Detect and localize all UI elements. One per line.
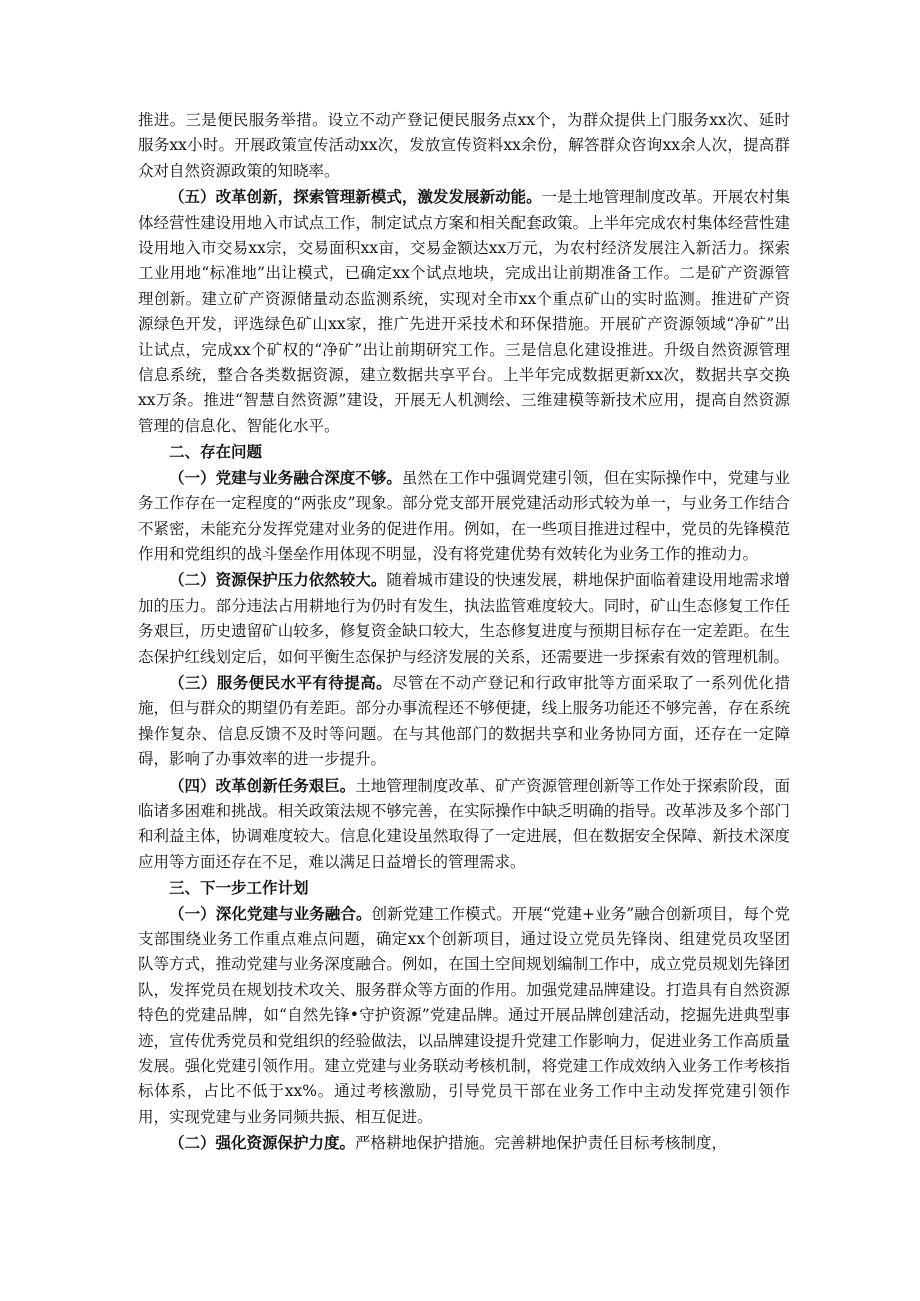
- paragraph-plan-2: [138, 1130, 790, 1156]
- document-body: [138, 108, 790, 1157]
- paragraph-problem-2: [138, 567, 790, 670]
- paragraph-text: 尽管在不动产登记和行政审批等方面采取了一系列优化措施，但与群众的期望仍有差距。部分办事流程还不够便捷，线上服务功能还不够完善，存在系统操作复杂、信息反馈不及时等问题。在与其他部门的数据共享和业务协同方面，还存在一定障碍，影响了办事效率的进一步提升。: [138, 673, 790, 769]
- paragraph-problem-3: [138, 670, 790, 773]
- paragraph-lead: （四）改革创新任务艰巨。: [169, 775, 356, 795]
- paragraph-text: 虽然在工作中强调党建引领，但在实际操作中，党建与业务工作存在一定程度的“两张皮”现象。部分党支部开展党建活动形式较为单一，与业务工作结合不紧密，未能充分发挥党建对业务的促进作用。例如，在一些项目推进过程中，党员的先锋模范作用和党组织的战斗堡垒作用体现不明显，没有将党建优势有效转化为业务工作的推动力。: [138, 468, 790, 563]
- paragraph-text: 推进。三是便民服务举措。设立不动产登记便民服务点xx个，为群众提供上门服务xx次、延时服务xx小时。开展政策宣传活动xx次，发放宣传资料xx余份，解答群众咨询xx余人次，提高群众对自然资源政策的知晓率。: [138, 111, 790, 180]
- section-heading-problems: 二、存在问题: [169, 442, 263, 462]
- paragraph-lead: （三）服务便民水平有待提高。: [169, 672, 393, 692]
- paragraph-text: 严格耕地保护措施。完善耕地保护责任目标考核制度，: [355, 1134, 728, 1153]
- paragraph-lead: （二）资源保护压力依然较大。: [169, 570, 387, 590]
- paragraph-text: 一是土地管理制度改革。开展农村集体经营性建设用地入市试点工作，制定试点方案和相关配套政策。上半年完成农村集体经营性建设用地入市交易xx宗，交易面积xx亩，交易金额达xx万元，为农村经济发展注入新活力。探索工业用地“标准地”出让模式，已确定xx个试点地块，完成出让前期准备工作。二是矿产资源管理创新。建立矿产资源储量动态监测系统，实现对全市xx个重点矿山的实时监测。推进矿产资源绿色开发，评选绿色矿山xx家，推广先进开采技术和环保措施。开展矿产资源领域“净矿”出让试点，完成xx个矿权的“净矿”出让前期研究工作。三是信息化建设推进。升级自然资源管理信息系统，整合各类数据资源，建立数据共享平台。上半年完成数据更新xx次，数据共享交换xx万条。推进“智慧自然资源”建设，开展无人机测绘、三维建模等新技术应用，提高自然资源管理的信息化、智能化水平。: [138, 188, 790, 435]
- paragraph-reform-innovation: [138, 184, 790, 439]
- paragraph-lead: （五）改革创新，探索管理新模式，激发发展新动能。: [169, 187, 542, 207]
- paragraph-lead: （一）深化党建与业务融合。: [169, 903, 372, 923]
- paragraph-text: 创新党建工作模式。开展“党建+业务”融合创新项目，每个党支部围绕业务工作重点难点问题，确定xx个创新项目，通过设立党员先锋岗、组建党员攻坚团队等方式，推动党建与业务深度融合。例如，在国土空间规划编制工作中，成立党员规划先锋团队，发挥党员在规划技术攻关、服务群众等方面的作用。加强党建品牌建设。打造具有自然资源特色的党建品牌，如“自然先锋•守护资源”党建品牌。通过开展品牌创建活动，挖掘先进典型事迹，宣传优秀党员和党组织的经验做法，以品牌建设提升党建工作影响力，促进业务工作高质量发展。强化党建引领作用。建立党建与业务联动考核机制，将党建工作成效纳入业务工作考核指标体系，占比不低于xx%。通过考核激励，引导党员干部在业务工作中主动发挥党建引领作用，实现党建与业务同频共振、相互促进。: [138, 904, 790, 1126]
- paragraph-lead: （一）党建与业务融合深度不够。: [169, 467, 402, 487]
- paragraph-plan-1: [138, 901, 790, 1131]
- paragraph-text: 土地管理制度改革、矿产资源管理创新等工作处于探索阶段，面临诸多困难和挑战。相关政策法规不够完善，在实际操作中缺乏明确的指导。改革涉及多个部门和利益主体，协调难度较大。信息化建设虽然取得了一定进展，但在数据安全保障、新技术深度应用等方面还存在不足，难以满足日益增长的管理需求。: [138, 776, 790, 871]
- paragraph-text: 随着城市建设的快速发展，耕地保护面临着建设用地需求增加的压力。部分违法占用耕地行为仍时有发生，执法监管难度较大。同时，矿山生态修复工作任务艰巨，历史遗留矿山较多，修复资金缺口较大，生态修复进度与预期目标存在一定差距。在生态保护红线划定后，如何平衡生态保护与经济发展的关系，还需要进一步探索有效的管理机制。: [138, 571, 790, 666]
- paragraph-lead: （二）强化资源保护力度。: [169, 1133, 356, 1153]
- section-heading-next-plan: 三、下一步工作计划: [169, 878, 309, 898]
- paragraph-intro: [138, 108, 790, 184]
- paragraph-problem-1: [138, 465, 790, 568]
- paragraph-problem-4: [138, 773, 790, 876]
